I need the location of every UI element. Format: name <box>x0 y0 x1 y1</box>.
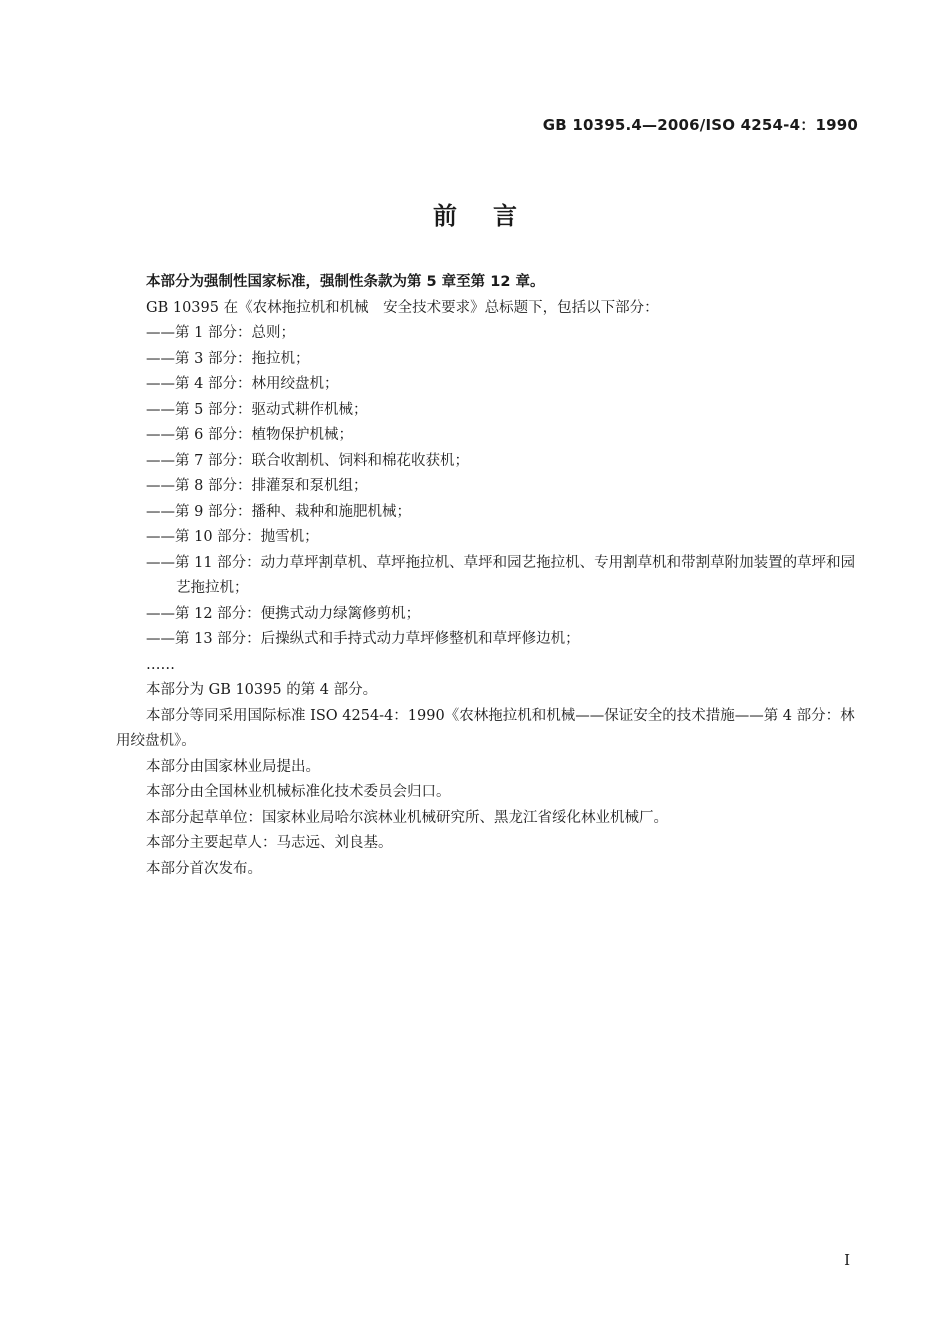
list-item: ——第 5 部分：驱动式耕作机械； <box>146 401 368 418</box>
paragraph-part-number: 本部分为 GB 10395 的第 4 部分。 <box>146 682 378 698</box>
list-item: ——第 9 部分：播种、栽种和施肥机械； <box>146 503 411 520</box>
list-item: ——第 13 部分：后操纵式和手持式动力草坪修整机和草坪修边机； <box>146 631 580 647</box>
paragraph-committee: 本部分由全国林业机械标准化技术委员会归口。 <box>146 784 451 800</box>
paragraph-drafters: 本部分主要起草人：马志远、刘良基。 <box>146 835 393 851</box>
document-body <box>116 270 862 882</box>
series-statement: GB 10395 在《农林拖拉机和机械 安全技术要求》总标题下，包括以下部分： <box>146 299 659 316</box>
paragraph-proposer: 本部分由国家林业局提出。 <box>146 758 320 775</box>
mandatory-statement: 本部分为强制性国家标准，强制性条款为第 5 章至第 12 章。 <box>146 274 545 290</box>
page-number: I <box>844 1251 850 1269</box>
standard-number: GB 10395.4—2006/ISO 4254-4：1990 <box>542 116 858 134</box>
paragraph-first-release: 本部分首次发布。 <box>146 860 262 877</box>
list-item: ——第 8 部分：排灌泵和泵机组； <box>146 478 368 494</box>
list-item: ——第 12 部分：便携式动力绿篱修剪机； <box>146 605 421 622</box>
list-item: ——第 1 部分：总则； <box>146 325 295 341</box>
list-item: ——第 4 部分：林用绞盘机； <box>146 376 339 392</box>
paragraph-adoption: 本部分等同采用国际标准 ISO 4254-4：1990《农林拖拉机和机械——保证安全的技术措施——第 4 部分：林用绞盘机》。 <box>116 707 855 749</box>
list-item: ——第 3 部分：拖拉机； <box>146 350 310 367</box>
list-ellipsis: …… <box>146 656 175 673</box>
list-item: ——第 6 部分：植物保护机械； <box>146 427 353 443</box>
parts-list <box>116 321 862 678</box>
paragraph-drafting-units: 本部分起草单位：国家林业局哈尔滨林业机械研究所、黑龙江省绥化林业机械厂。 <box>146 809 668 826</box>
list-item: ——第 7 部分：联合收割机、饲料和棉花收获机； <box>146 452 469 469</box>
page-title: 前言 <box>433 202 553 230</box>
list-item: ——第 10 部分：抛雪机； <box>146 529 319 545</box>
list-item: ——第 11 部分：动力草坪割草机、草坪拖拉机、草坪和园艺拖拉机、专用割草机和带割草附加装置的草坪和园艺拖拉机； <box>146 554 856 596</box>
